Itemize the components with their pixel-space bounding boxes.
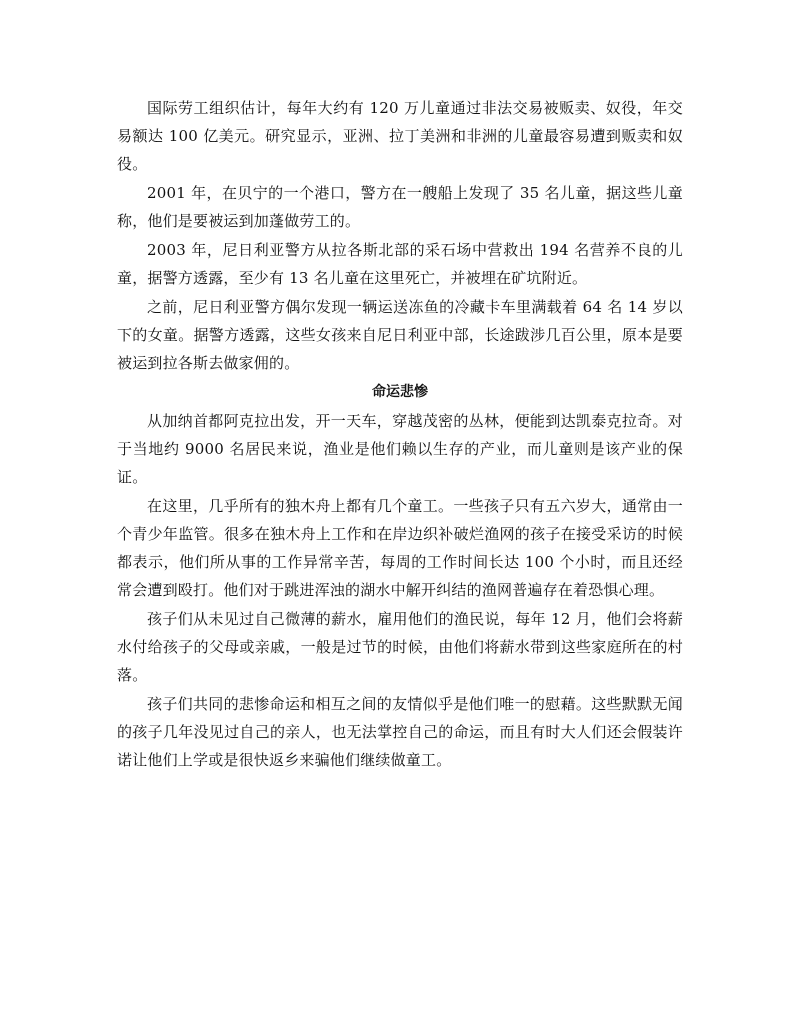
paragraph-nigeria-2003: 2003 年，尼日利亚警方从拉各斯北部的采石场中营救出 194 名营养不良的儿童，据警方透露，至少有 13 名儿童在这里死亡，并被埋在矿坑附近。	[117, 241, 683, 287]
paragraph-accra-journey: 从加纳首都阿克拉出发，开一天车，穿越茂密的丛林，便能到达凯泰克拉奇。对于当地约 9000 名居民来说，渔业是他们赖以生存的产业，而儿童则是该产业的保证。	[117, 412, 683, 486]
paragraph-benin-2001: 2001 年，在贝宁的一个港口，警方在一艘船上发现了 35 名儿童，据这些儿童称，他们是要被运到加蓬做劳工的。	[117, 184, 683, 230]
document-page	[117, 94, 683, 775]
paragraph-canoe-labor: 在这里，几乎所有的独木舟上都有几个童工。一些孩子只有五六岁大，通常由一个青少年监管。很多在独木舟上工作和在岸边织补破烂渔网的孩子在接受采访的时候都表示，他们所从事的工作异常辛苦，每周的工作时间长达 100 个小时，而且还经常会遭到殴打。他们对于跳进浑浊的湖水中解开纠结的渔网普遍存在着恐惧心理。	[117, 497, 683, 599]
paragraph-refrigerated-truck: 之前，尼日利亚警方偶尔发现一辆运送冻鱼的冷藏卡车里满载着 64 名 14 岁以下的女童。据警方透露，这些女孩来自尼日利亚中部，长途跋涉几百公里，原本是要被运到拉各斯去做家佣的。	[117, 298, 683, 372]
paragraph-wages: 孩子们从未见过自己微薄的薪水，雇用他们的渔民说，每年 12 月，他们会将薪水付给孩子的父母或亲戚，一般是过节的时候，由他们将薪水带到这些家庭所在的村落。	[117, 610, 683, 684]
paragraph-trafficking-estimate: 国际劳工组织估计，每年大约有 120 万儿童通过非法交易被贩卖、奴役，年交易额达 100 亿美元。研究显示，亚洲、拉丁美洲和非洲的儿童最容易遭到贩卖和奴役。	[117, 99, 683, 173]
paragraph-shared-fate: 孩子们共同的悲惨命运和相互之间的友情似乎是他们唯一的慰藉。这些默默无闻的孩子几年没见过自己的亲人，也无法掌控自己的命运，而且有时大人们还会假装许诺让他们上学或是很快返乡来骗他们继续做童工。	[117, 695, 683, 769]
section-heading: 命运悲惨	[372, 384, 428, 400]
